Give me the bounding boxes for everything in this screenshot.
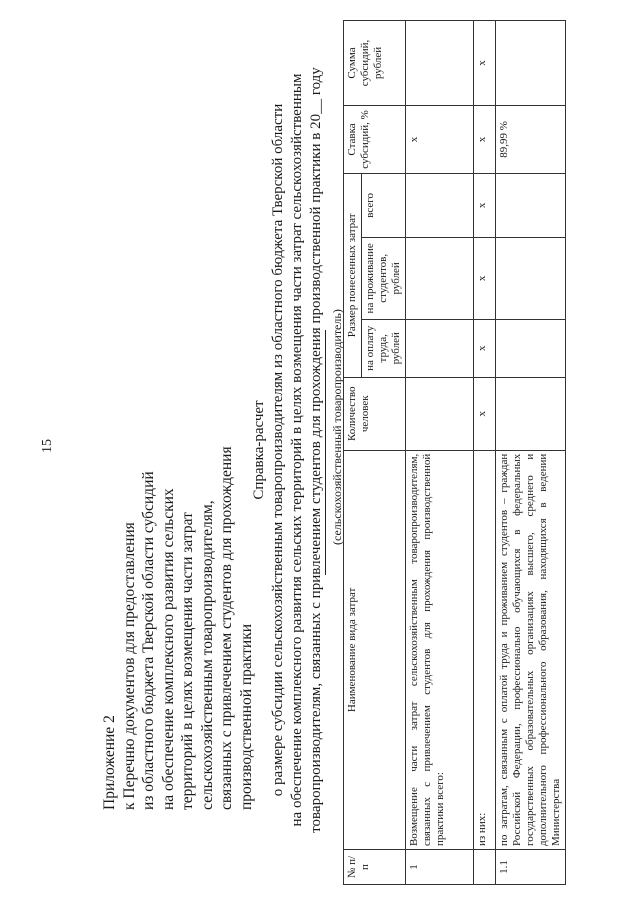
row-count [406, 377, 474, 450]
row-rate: x [406, 105, 474, 173]
page-number: 15 [40, 439, 55, 453]
producer-caption: (сельскохозяйственный товаропроизводитель) [330, 309, 344, 545]
annex-line: к Перечню документов для предоставления [120, 522, 138, 810]
annex-line: производственной практики [237, 623, 255, 810]
row-total [496, 173, 566, 237]
row-sum [496, 21, 566, 106]
annex-line: на обеспечение комплексного развития сельских [159, 488, 177, 810]
header-rate: Ставка субсидий, % [344, 105, 406, 173]
row-name: из них: [474, 450, 496, 849]
title-line: на обеспечение комплексного развития сельских территорий в целях возмещения части затрат сельскохозяйственным [289, 73, 305, 827]
title-line: о размере субсидии сельскохозяйственным товаропроизводителям из областного бюджета Тверской области [270, 103, 286, 797]
title-heading: Справка-расчет [251, 400, 267, 500]
header-name: Наименование вида затрат [344, 450, 406, 849]
annex-line: сельскохозяйственным товаропроизводителям, [198, 500, 216, 810]
row-rate: x [474, 105, 496, 173]
row-labor: x [474, 319, 496, 377]
annex-line: территорий в целях возмещения части затрат [179, 512, 196, 810]
row-total [406, 173, 474, 237]
row-labor [496, 319, 566, 377]
header-costs-group: Размер понесенных затрат [344, 173, 362, 377]
table-row [406, 21, 474, 885]
subsidy-calculation-table [343, 20, 566, 885]
row-name: Возмещение части затрат сельскохозяйственным товаропроизводителям, связанных с привлечением студентов для прохождения производственной практики всего: [406, 450, 474, 849]
table-row [496, 21, 566, 885]
annex-header [100, 410, 256, 810]
header-count: Количество человек [344, 377, 406, 450]
row-sum [406, 21, 474, 106]
row-num: 1.1 [496, 850, 566, 885]
header-sum: Сумма субсидий, рублей [344, 21, 406, 106]
header-labor: на оплату труда, рублей [362, 319, 406, 377]
annex-line: связанных с привлечением студентов для прохождения [218, 446, 235, 810]
row-housing: x [474, 237, 496, 319]
row-sum: x [474, 21, 496, 106]
row-name: по затратам, связанным с оплатой труда и проживанием студентов – граждан Российской Федерации, профессионально обучающихся в федеральных государственных образовательных организациях высшего, среднего и дополнительного профессионального образования, находящихся в ведении Министерства [496, 450, 566, 849]
annex-line: Приложение 2 [101, 715, 118, 810]
row-labor [406, 319, 474, 377]
table-header-row [344, 21, 362, 885]
annex-line: из областного бюджета Тверской области субсидий [140, 471, 157, 810]
row-num: 1 [406, 850, 474, 885]
header-total: всего [362, 173, 406, 237]
row-total: x [474, 173, 496, 237]
row-rate: 89,99 % [496, 105, 566, 173]
header-housing: на проживание студентов, рублей [362, 237, 406, 319]
producer-name-line [325, 330, 326, 575]
title-line: товаропроизводителям, связанных с привлечением студентов для прохождения производственной практики в 20__ году [308, 67, 324, 833]
row-count: x [474, 377, 496, 450]
row-num [474, 850, 496, 885]
row-housing [496, 237, 566, 319]
row-count [496, 377, 566, 450]
table-row [474, 21, 496, 885]
row-housing [406, 237, 474, 319]
document-title [250, 25, 326, 875]
header-num: № п/п [344, 850, 406, 885]
